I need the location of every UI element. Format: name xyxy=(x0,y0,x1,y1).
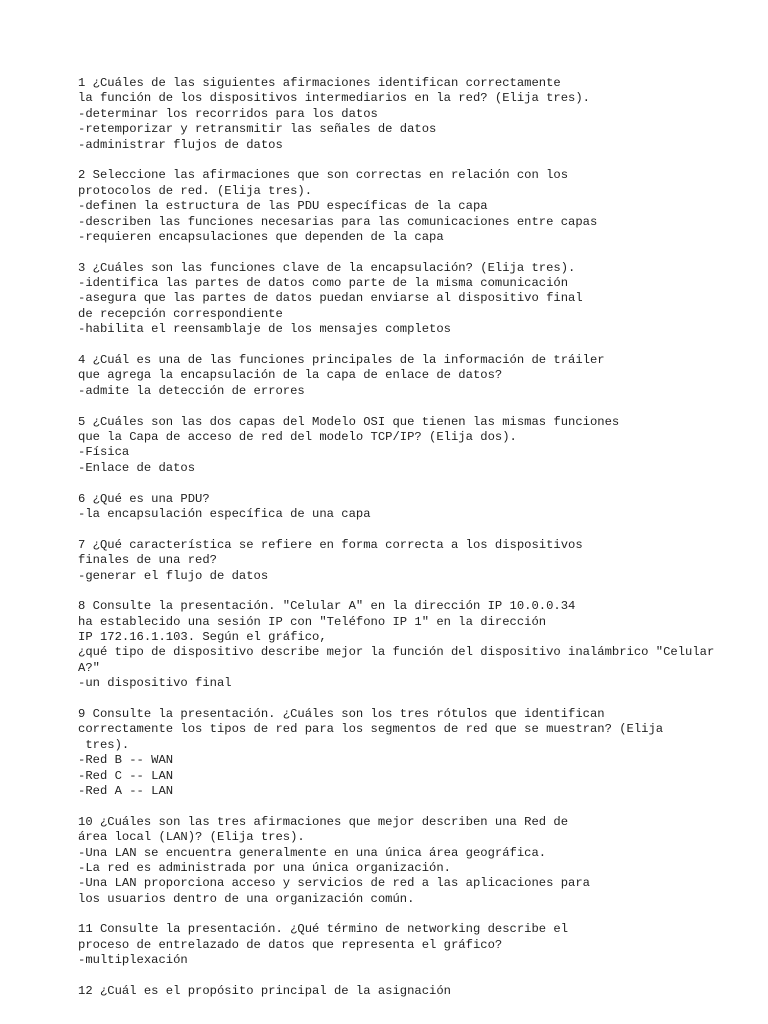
question-line: 6 ¿Qué es una PDU? xyxy=(78,491,210,506)
question-line: 9 Consulte la presentación. ¿Cuáles son los tres rótulos que identifican xyxy=(78,707,605,722)
text-line: -Enlace de datos xyxy=(78,460,196,475)
question-block xyxy=(78,492,758,523)
text-line: -un dispositivo final xyxy=(78,676,232,691)
question-block xyxy=(78,261,758,338)
question-line: 12 ¿Cuál es el propósito principal de la asignación xyxy=(78,984,451,999)
text-line: área local (LAN)? (Elija tres). xyxy=(78,830,305,845)
text-line: proceso de entrelazado de datos que representa el gráfico? xyxy=(78,937,503,952)
text-line: finales de una red? xyxy=(78,553,217,568)
text-line: A?" xyxy=(78,660,100,675)
question-line: 8 Consulte la presentación. "Celular A" en la dirección IP 10.0.0.34 xyxy=(78,599,576,614)
question-line: 1 ¿Cuáles de las siguientes afirmaciones identifican correctamente xyxy=(78,76,561,90)
text-line: -multiplexación xyxy=(78,953,188,968)
text-line: -admite la detección de errores xyxy=(78,383,305,398)
text-line: -La red es administrada por una única organización. xyxy=(78,860,451,875)
text-line: correctamente los tipos de red para los segmentos de red que se muestran? (Elija xyxy=(78,722,664,737)
text-line: -Una LAN proporciona acceso y servicios de red a las aplicaciones para xyxy=(78,876,590,891)
text-line: -Red A -- LAN xyxy=(78,783,174,798)
text-line: -determinar los recorridos para los datos xyxy=(78,106,378,121)
text-line: -describen las funciones necesarias para las comunicaciones entre capas xyxy=(78,214,598,229)
question-block xyxy=(78,353,758,399)
text-line: IP 172.16.1.103. Según el gráfico, xyxy=(78,630,327,645)
question-block xyxy=(78,538,758,584)
question-line: 11 Consulte la presentación. ¿Qué término de networking describe el xyxy=(78,922,569,937)
question-line: 7 ¿Qué característica se refiere en forma correcta a los dispositivos xyxy=(78,537,583,552)
text-line: que la Capa de acceso de red del modelo TCP/IP? (Elija dos). xyxy=(78,429,517,444)
text-line: -asegura que las partes de datos puedan enviarse al dispositivo final xyxy=(78,291,583,306)
question-block xyxy=(78,922,758,968)
question-line: 2 Seleccione las afirmaciones que son correctas en relación con los xyxy=(78,168,569,183)
text-line: -Red B -- WAN xyxy=(78,753,174,768)
question-block xyxy=(78,984,758,999)
text-line: ¿qué tipo de dispositivo describe mejor la función del dispositivo inalámbrico "Celular xyxy=(78,645,715,660)
text-line: -Red C -- LAN xyxy=(78,768,174,783)
text-line: -identifica las partes de datos como parte de la misma comunicación xyxy=(78,276,569,291)
text-line: -Una LAN se encuentra generalmente en una única área geográfica. xyxy=(78,845,547,860)
question-block xyxy=(78,168,758,245)
question-block xyxy=(78,815,758,907)
text-line: -Física xyxy=(78,445,130,460)
text-line: -generar el flujo de datos xyxy=(78,568,269,583)
text-line: la función de los dispositivos intermediarios en la red? (Elija tres). xyxy=(78,91,590,106)
text-line: -definen la estructura de las PDU específicas de la capa xyxy=(78,199,488,214)
text-line: de recepción correspondiente xyxy=(78,306,283,321)
question-line: 10 ¿Cuáles son las tres afirmaciones que mejor describen una Red de xyxy=(78,814,569,829)
text-line: -administrar flujos de datos xyxy=(78,137,283,152)
document-body xyxy=(78,76,758,1015)
question-block xyxy=(78,707,758,799)
text-line: ha establecido una sesión IP con "Teléfono IP 1" en la dirección xyxy=(78,614,547,629)
text-line: -retemporizar y retransmitir las señales de datos xyxy=(78,122,437,137)
question-line: 4 ¿Cuál es una de las funciones principales de la información de tráiler xyxy=(78,353,605,368)
text-line: protocolos de red. (Elija tres). xyxy=(78,183,313,198)
text-line: -habilita el reensamblaje de los mensajes completos xyxy=(78,322,451,337)
text-line: que agrega la encapsulación de la capa de enlace de datos? xyxy=(78,368,503,383)
question-line: 3 ¿Cuáles son las funciones clave de la encapsulación? (Elija tres). xyxy=(78,260,576,275)
text-line: -requieren encapsulaciones que dependen de la capa xyxy=(78,229,444,244)
text-line: tres). xyxy=(78,737,130,752)
question-block xyxy=(78,76,758,153)
question-block xyxy=(78,415,758,477)
question-block xyxy=(78,599,758,691)
question-line: 5 ¿Cuáles son las dos capas del Modelo OSI que tienen las mismas funciones xyxy=(78,414,620,429)
text-line: los usuarios dentro de una organización común. xyxy=(78,891,415,906)
text-line: -la encapsulación específica de una capa xyxy=(78,506,371,521)
